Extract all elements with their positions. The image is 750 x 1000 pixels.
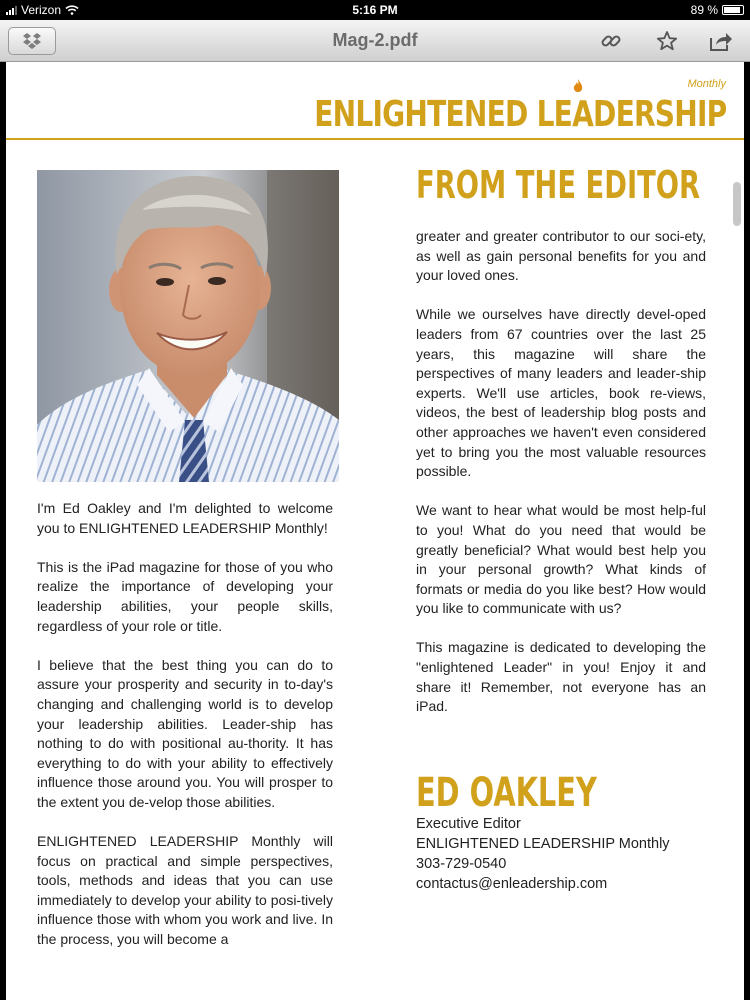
editor-letter-right-column <box>416 227 706 736</box>
editor-phone: 303-729-0540 <box>416 856 507 872</box>
editor-role: Executive Editor <box>416 816 521 832</box>
document-title: Mag-2.pdf <box>332 30 418 50</box>
share-icon <box>709 30 733 52</box>
section-title: FROM THE EDITOR <box>416 163 701 207</box>
battery-icon <box>722 5 744 15</box>
editor-email[interactable]: contactus@enleadership.com <box>416 876 608 892</box>
editor-letter-left-column <box>37 499 333 969</box>
link-button[interactable] <box>597 27 625 55</box>
editor-publication: ENLIGHTENED LEADERSHIP Monthly <box>416 836 670 852</box>
editor-name: ED OAKLEY <box>416 770 597 816</box>
logo-tagline: Monthly <box>687 78 726 90</box>
viewer-toolbar <box>0 20 750 62</box>
letter-paragraph: greater and greater contributor to our soci-ety, as well as gain personal benefits for you and your loved ones. <box>416 228 706 284</box>
pdf-page[interactable] <box>6 62 744 1000</box>
share-button[interactable] <box>707 27 735 55</box>
status-bar <box>0 0 750 20</box>
letter-paragraph: ENLIGHTENED LEADERSHIP Monthly will focus on practical and simple perspectives, tools, methods and ideas that you can use immediately to develop your ability to posi-tively influence those with whom you work and live. In the process, you will become a <box>37 833 333 948</box>
star-icon <box>656 30 678 52</box>
letter-paragraph: I'm Ed Oakley and I'm delighted to welcome you to ENLIGHTENED LEADERSHIP Monthly! <box>37 500 333 536</box>
editor-contact-block <box>416 814 670 894</box>
battery-indicator <box>691 3 744 17</box>
letter-paragraph: While we ourselves have directly devel-oped leaders from 67 countries over the last 25 years, this magazine will share the perspectives of many leaders and leader-ship experts. We'll use articles, book re-views, videos, the best of leadership blog posts and other approaches we haven't even considered yet to bring you the most valuable resources possible. <box>416 306 706 480</box>
battery-percent: 89 % <box>690 3 718 17</box>
letter-paragraph: We want to hear what would be most help-ful to you! What do you need that would be greatly beneficial? What would best help you in your personal growth? What kinds of formats or media do you like best? How would you like to communicate with us? <box>416 502 706 617</box>
magazine-brand: ENLIGHTENED LEADERSHIP <box>313 94 726 135</box>
magazine-logo <box>286 78 726 138</box>
letter-paragraph: I believe that the best thing you can do to assure your prosperity and security in to-day's changing and challenging world is to develop your leadership abilities. Leader-ship has nothing to do with positional au-thority. It has everything to do with your ability to effectively influence those around you. You will prosper to the extent you de-velop those abilities. <box>37 656 333 810</box>
header-divider <box>6 138 744 140</box>
carrier-name: Verizon <box>21 3 62 17</box>
editor-photo <box>37 170 339 482</box>
letter-paragraph: This magazine is dedicated to developing the "enlightened Leader" in you! Enjoy it and share it! Remember, not everyone has an iPad. <box>416 639 706 715</box>
letter-paragraph: This is the iPad magazine for those of you who realize the importance of developing your leadership abilities, your people skills, regardless of your role or title. <box>37 558 333 634</box>
bookmark-button[interactable] <box>653 27 681 55</box>
link-icon <box>600 30 622 52</box>
clock: 5:16 PM <box>352 3 398 17</box>
scroll-indicator[interactable] <box>733 182 741 226</box>
editor-portrait-illustration <box>37 170 339 482</box>
